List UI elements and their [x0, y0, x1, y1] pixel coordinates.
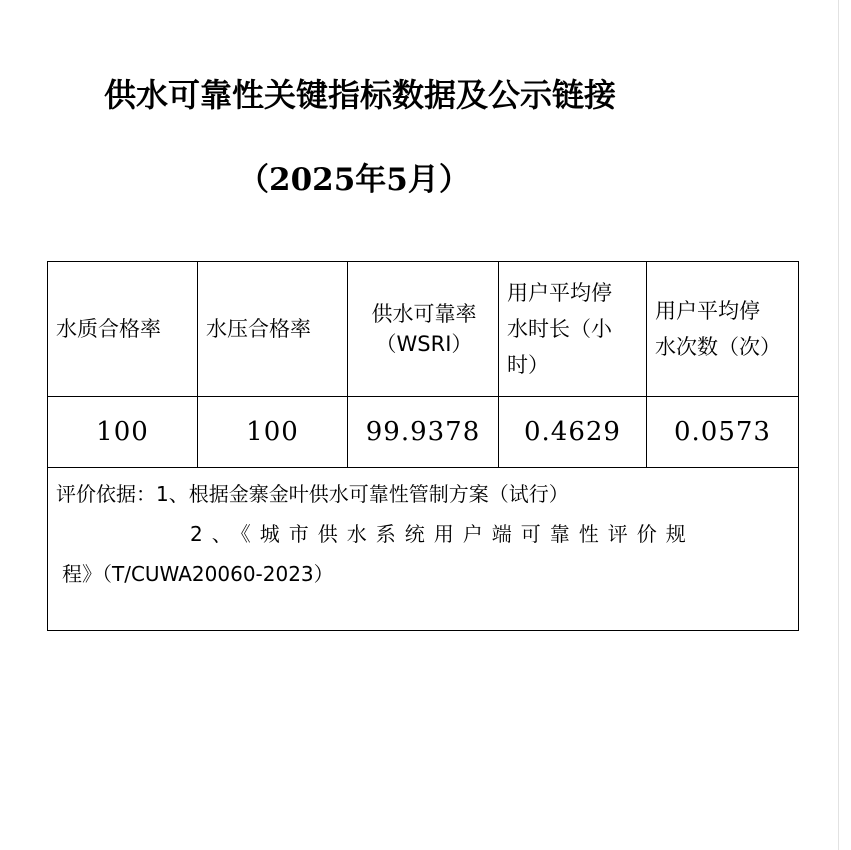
value-supply-reliability-rate: 99.9378 [348, 397, 499, 468]
header-line: 水质合格率 [56, 317, 161, 341]
table-header-row [48, 262, 799, 397]
header-line: 水次数（次） [655, 335, 781, 359]
page-edge-divider [838, 0, 839, 850]
table-value-row [48, 397, 799, 468]
table-notes-row [48, 468, 799, 631]
header-water-pressure-rate [198, 262, 348, 397]
header-line: （WSRI） [375, 332, 473, 356]
header-avg-outage-count [647, 262, 799, 397]
value-avg-outage-count: 0.0573 [647, 397, 799, 468]
evaluation-basis-notes [48, 468, 799, 631]
header-line: 水时长（小 [507, 317, 612, 341]
page-title: 供水可靠性关键指标数据及公示链接 [104, 76, 617, 114]
note-line-1: 评价依据：1、根据金寨金叶供水可靠性管制方案（试行） [56, 482, 569, 506]
value-water-pressure-rate: 100 [198, 397, 348, 468]
value-water-quality-rate: 100 [48, 397, 198, 468]
reliability-metrics-table [47, 261, 799, 631]
header-supply-reliability-rate [348, 262, 499, 397]
note-line-3: 程》（T/CUWA20060-2023） [62, 562, 334, 586]
header-line: 时） [507, 353, 549, 377]
page-subtitle: （2025年5月） [238, 162, 470, 198]
header-avg-outage-duration [499, 262, 647, 397]
header-line: 用户平均停 [507, 281, 612, 305]
header-water-quality-rate [48, 262, 198, 397]
header-line: 水压合格率 [206, 317, 311, 341]
value-avg-outage-duration: 0.4629 [499, 397, 647, 468]
note-line-2: 2、《城市供水系统用户端可靠性评价规 [190, 522, 695, 546]
header-line: 用户平均停 [655, 299, 760, 323]
header-line: 供水可靠率 [371, 302, 477, 326]
